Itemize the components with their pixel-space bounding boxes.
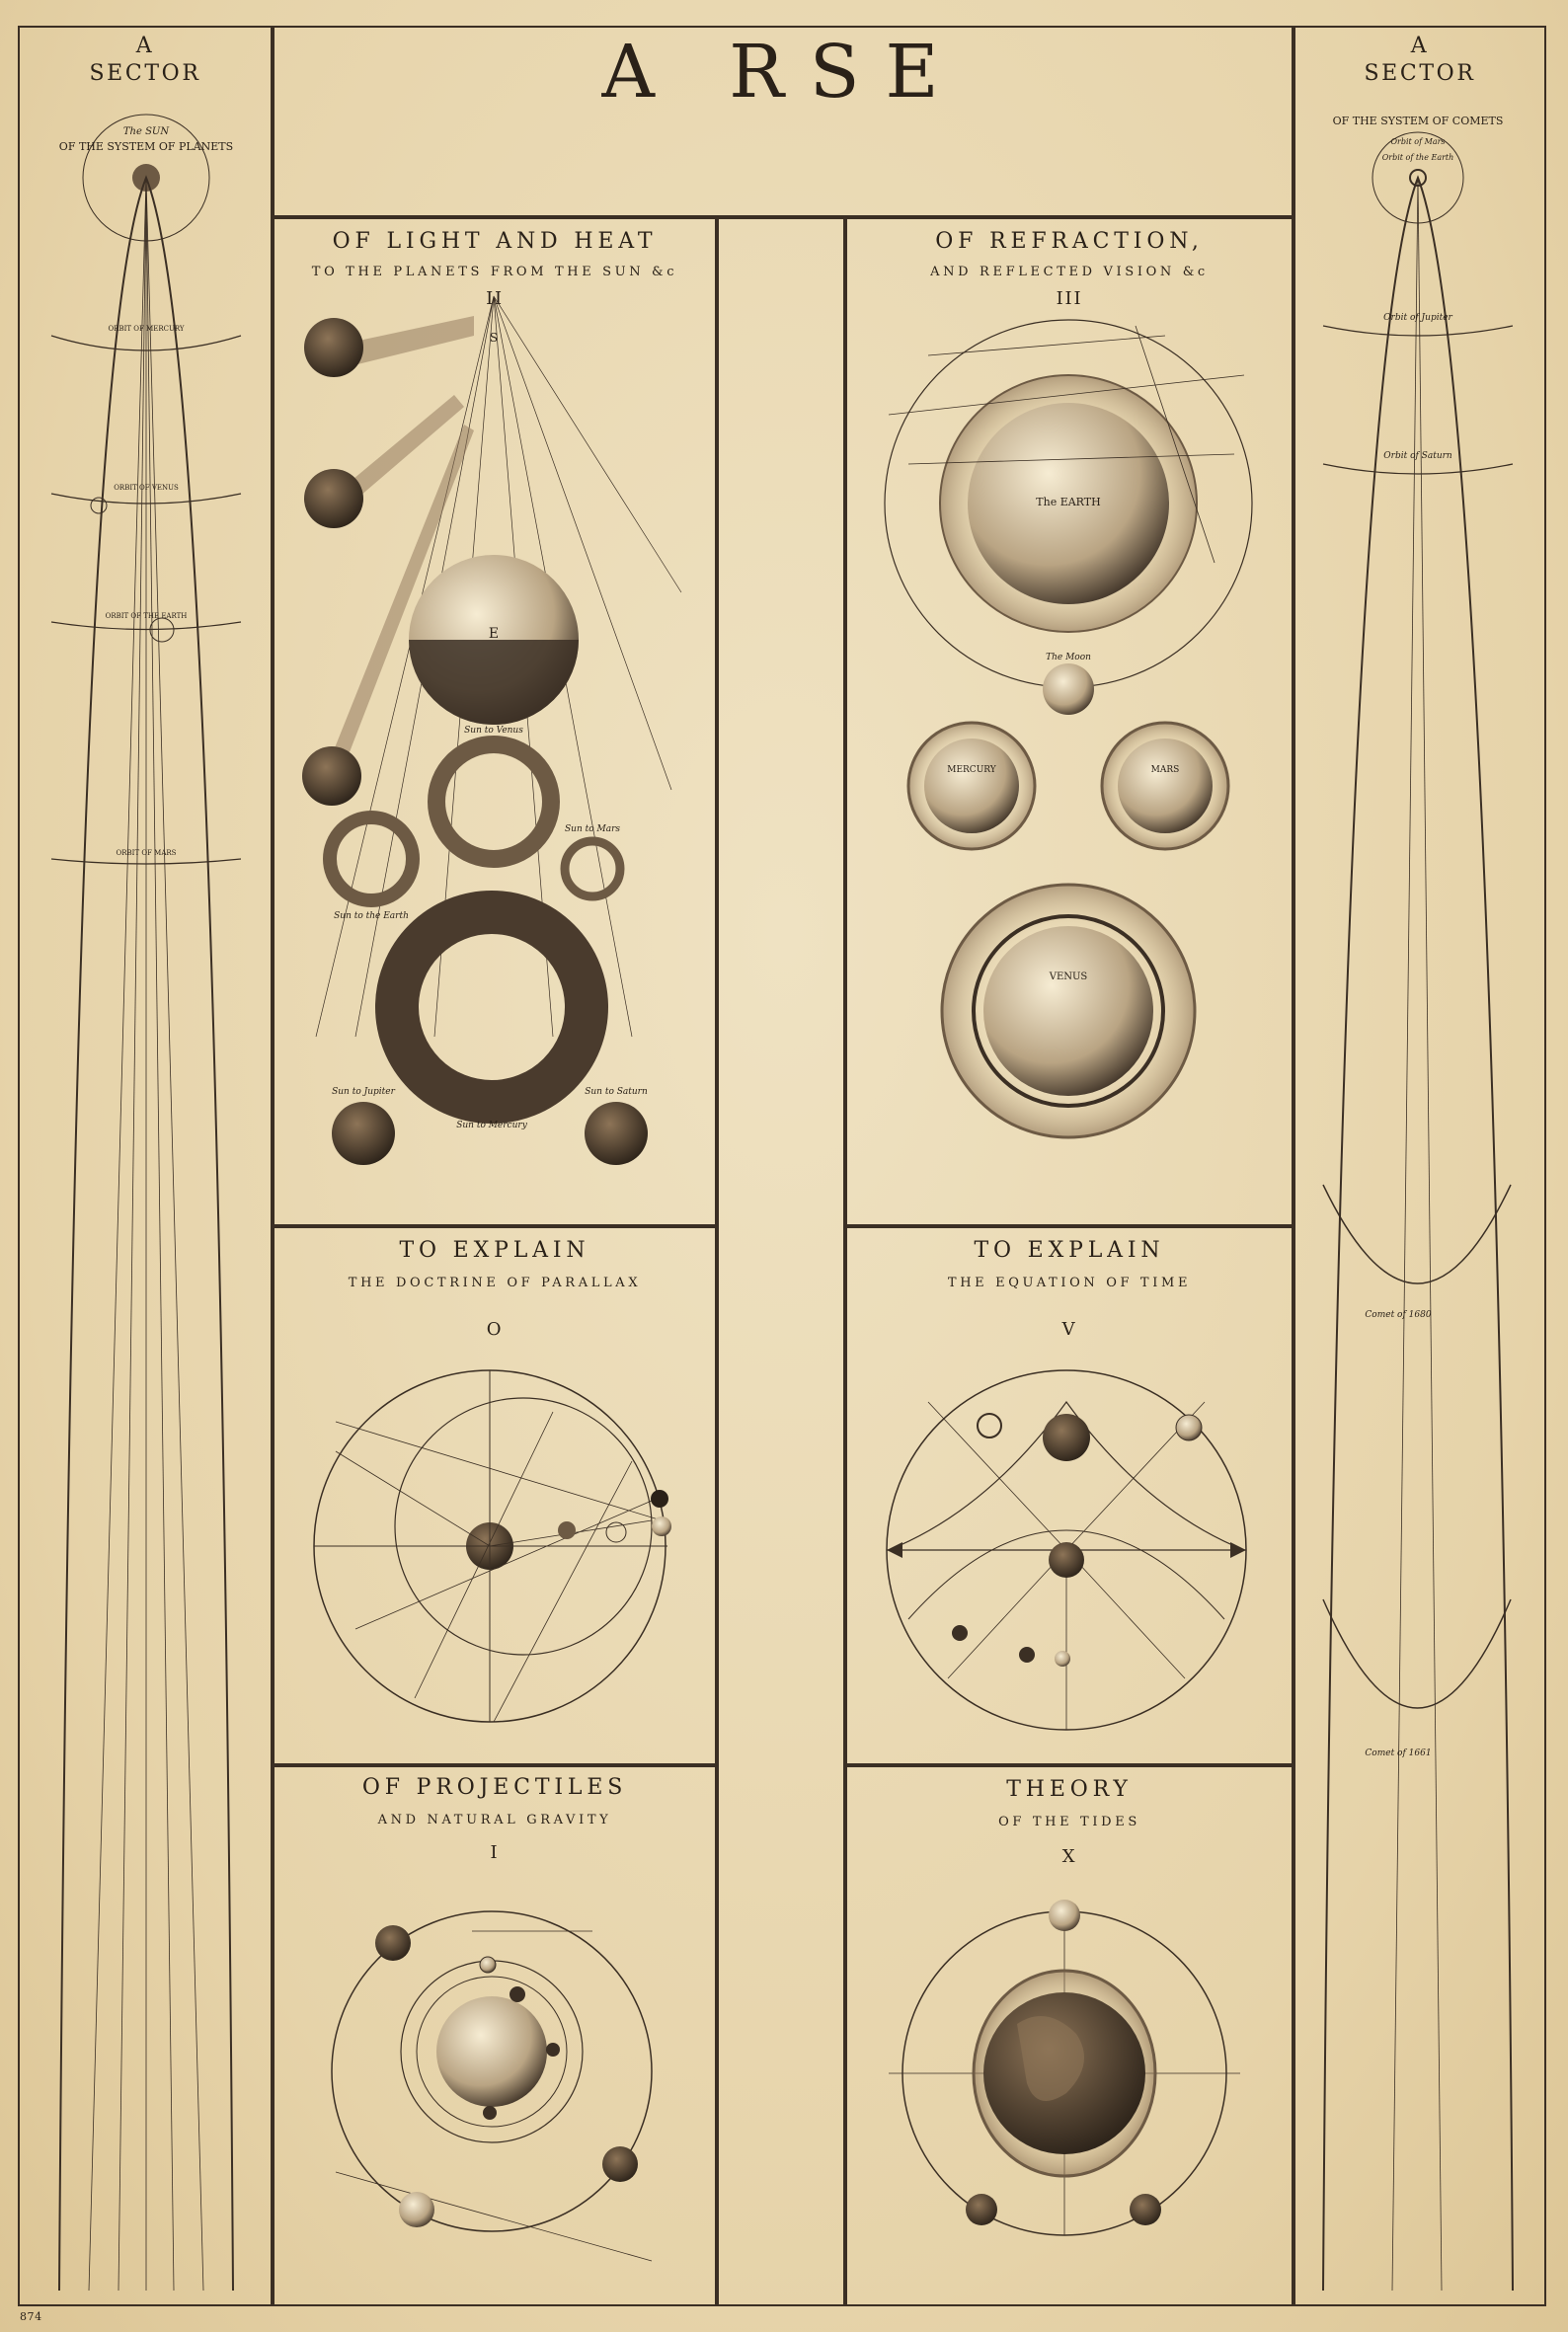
disc-saturn xyxy=(585,1102,648,1165)
left-orbit-earth-label: ORBIT OF THE EARTH xyxy=(105,612,188,620)
right-comet-1-label: Comet of 1680 xyxy=(1365,1310,1432,1320)
panel-projectiles-title: OF PROJECTILES xyxy=(361,1775,628,1800)
refraction-diagram xyxy=(885,320,1252,1137)
right-sector-diagram xyxy=(1323,115,1513,2291)
time-center-sun xyxy=(1049,1542,1084,1578)
ring-mars xyxy=(565,841,620,896)
left-sector-diagram xyxy=(51,115,241,2291)
right-orbit-earth-label: Orbit of the Earth xyxy=(1381,153,1454,162)
mercury-label: MERCURY xyxy=(947,765,996,775)
left-sector-ray-4 xyxy=(146,178,174,2291)
left-sector-arc-caption: OF THE SYSTEM OF PLANETS xyxy=(58,140,234,153)
parallax-moon-light xyxy=(606,1522,626,1542)
panel-projectiles-numeral: I xyxy=(490,1842,500,1863)
panel-parallax-title: TO EXPLAIN xyxy=(399,1238,590,1263)
ring-venus xyxy=(436,744,551,859)
venus-globe xyxy=(983,926,1153,1096)
ring-earth-label: Sun to the Earth xyxy=(334,911,409,921)
mercury-globe xyxy=(924,738,1019,833)
tides-diagram xyxy=(889,1900,1240,2235)
right-sector-heading: SECTOR xyxy=(1364,61,1476,86)
projectile-earth xyxy=(436,1996,547,2107)
panel-2-title: OF LIGHT AND HEAT xyxy=(332,229,658,254)
panel-2-numeral: II xyxy=(486,288,504,309)
projectile-body-4 xyxy=(483,2106,497,2120)
panel-time-title: TO EXPLAIN xyxy=(974,1238,1165,1263)
left-planet-venus xyxy=(91,498,107,513)
light-earth-shadow xyxy=(409,640,579,725)
refraction-earth-label: The EARTH xyxy=(1036,496,1101,508)
panel-time-subtitle: THE EQUATION OF TIME xyxy=(947,1276,1192,1290)
left-sector-ray-1 xyxy=(89,178,146,2291)
left-sector-ray-5 xyxy=(146,178,203,2291)
right-comet-orbit-1 xyxy=(1323,1185,1511,1283)
tides-moon-bottom-left xyxy=(966,2194,997,2225)
panel-3-title: OF REFRACTION, xyxy=(935,229,1204,254)
panel-3-numeral: III xyxy=(1056,288,1083,309)
projectile-body-3 xyxy=(546,2043,560,2057)
disc-jupiter-label: Sun to Jupiter xyxy=(332,1087,395,1097)
right-orbit-saturn-label: Orbit of Saturn xyxy=(1383,451,1452,461)
right-orbit-jupiter-label: Orbit of Jupiter xyxy=(1383,313,1452,323)
projectile-body-2 xyxy=(510,1986,525,2002)
planet-a xyxy=(304,318,363,377)
time-globe-top xyxy=(1043,1414,1090,1461)
light-sun-letter: S xyxy=(489,331,499,345)
left-sector-heading: SECTOR xyxy=(89,61,201,86)
left-sun-label: The SUN xyxy=(122,126,170,137)
refraction-moon xyxy=(1043,663,1094,715)
right-comet-path-2 xyxy=(1418,178,1442,2291)
time-planet-2 xyxy=(1019,1647,1035,1663)
mars-label: MARS xyxy=(1150,765,1180,775)
plate-title: A RSE xyxy=(601,30,965,115)
ring-earth xyxy=(330,817,413,900)
right-comet-2-label: Comet of 1661 xyxy=(1365,1749,1432,1758)
light-earth-letter: E xyxy=(488,626,500,642)
time-planet-1 xyxy=(952,1625,968,1641)
time-right-node xyxy=(1230,1542,1246,1558)
right-comet-orbit-2 xyxy=(1323,1599,1511,1708)
left-orbit-mercury-label: ORBIT OF MERCURY xyxy=(108,325,185,333)
right-orbit-mars-label: Orbit of Mars xyxy=(1390,137,1446,146)
panel-tides-numeral: X xyxy=(1061,1846,1077,1867)
time-planet-3 xyxy=(1055,1651,1070,1667)
ring-mercury-label: Sun to Mercury xyxy=(456,1121,527,1130)
right-sector-a: A xyxy=(1410,34,1430,58)
planet-b xyxy=(304,469,363,528)
right-orbit-arc-1 xyxy=(1323,326,1513,336)
tides-moon-top xyxy=(1049,1900,1080,1931)
panel-3-subtitle: AND REFLECTED VISION &c xyxy=(930,265,1209,279)
mars-globe xyxy=(1118,738,1213,833)
panel-time-numeral: V xyxy=(1061,1319,1077,1340)
disc-jupiter xyxy=(332,1102,395,1165)
left-orbit-mars-label: ORBIT OF MARS xyxy=(116,849,177,857)
projectile-moon-bottom xyxy=(399,2192,434,2227)
time-star-right xyxy=(1176,1415,1202,1440)
tides-moon-bottom-right xyxy=(1130,2194,1161,2225)
left-sector-a: A xyxy=(135,34,155,58)
planet-c xyxy=(302,746,361,806)
left-orbit-venus-label: ORBIT OF VENUS xyxy=(114,484,179,492)
right-orbit-arc-2 xyxy=(1323,464,1513,474)
equation-time-diagram xyxy=(887,1370,1246,1730)
venus-label: VENUS xyxy=(1049,972,1088,982)
ring-venus-label: Sun to Venus xyxy=(464,726,523,736)
projectile-moon-top-left xyxy=(375,1925,411,1961)
disc-saturn-label: Sun to Saturn xyxy=(585,1087,648,1097)
page-number: 874 xyxy=(20,2310,42,2323)
projectiles-diagram xyxy=(332,1911,652,2261)
ring-mars-label: Sun to Mars xyxy=(564,824,621,834)
right-sector-arc-caption: OF THE SYSTEM OF COMETS xyxy=(1332,115,1504,127)
left-sector-ray-2 xyxy=(118,178,146,2291)
panel-2-subtitle: TO THE PLANETS FROM THE SUN &c xyxy=(311,265,678,279)
parallax-sight-lines xyxy=(336,1412,662,1722)
parallax-moon-right xyxy=(652,1516,671,1536)
ring-mercury xyxy=(397,912,587,1102)
panel-tides-subtitle: OF THE TIDES xyxy=(998,1815,1140,1829)
projectile-body-1 xyxy=(480,1957,496,1973)
panel-parallax-subtitle: THE DOCTRINE OF PARALLAX xyxy=(348,1276,642,1290)
parallax-moon-half xyxy=(558,1521,576,1539)
panel-projectiles-subtitle: AND NATURAL GRAVITY xyxy=(377,1813,612,1827)
refraction-moon-label: The Moon xyxy=(1046,653,1091,662)
light-heat-diagram xyxy=(302,296,681,1165)
time-star-left xyxy=(978,1414,1001,1438)
parallax-moon-dark xyxy=(651,1490,668,1508)
time-left-node xyxy=(887,1542,902,1558)
projectile-moon-right xyxy=(602,2146,638,2182)
panel-parallax-numeral: O xyxy=(486,1319,504,1340)
panel-tides-title: THEORY xyxy=(1006,1777,1133,1802)
parallax-diagram xyxy=(314,1370,671,1722)
right-comet-path xyxy=(1392,178,1418,2291)
